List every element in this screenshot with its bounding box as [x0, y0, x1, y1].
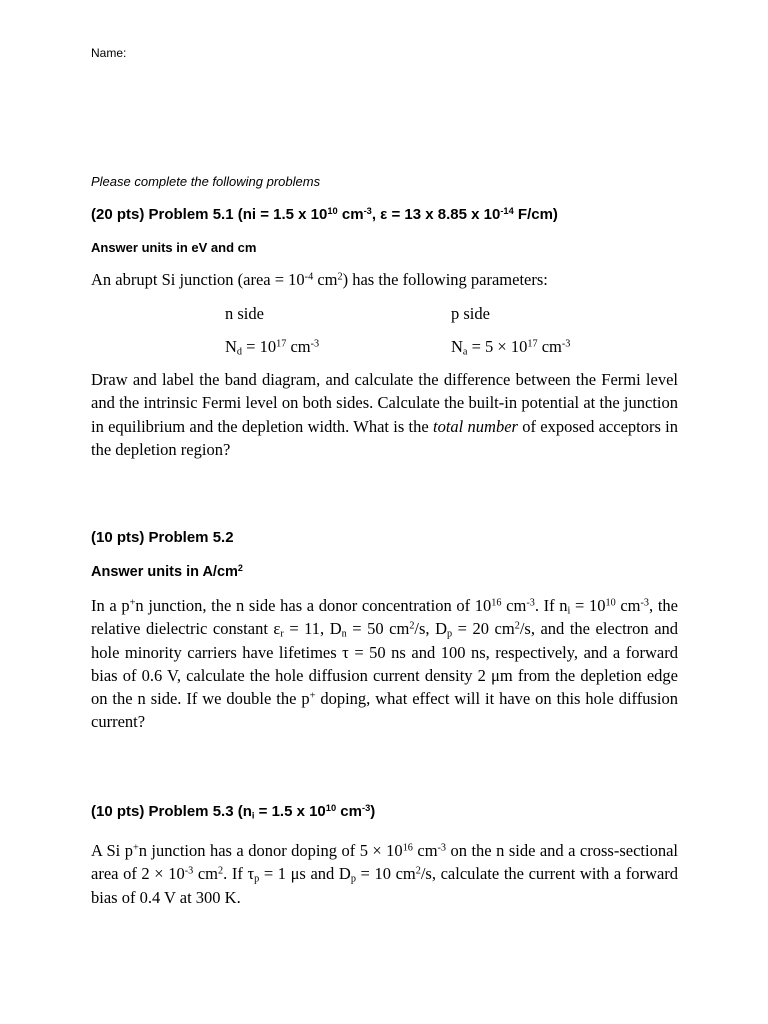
problem-5-1-heading: (20 pts) Problem 5.1 (ni = 1.5 x $10^{10}$ $cm^{-3}$, ε = 13 x 8.85 x $10^{-14}$ F/cm) — [91, 205, 558, 223]
problem-5-2-text: In a p+n junction, the n side has a donor concentration of $10^{16}$ $cm^{-3}$. If $n_i = 10^{10}$ $cm^{-3}$, the relative dielectric constant $\varepsilon_r = 11$, $D_n = 50$ $cm^2/s$, $D_p = 20$ $cm^2/s$, and the electron and hole minority carriers have lifetimes τ = 50 ns and 100 ns, respectively, and a forward bias of 0.6 V, calculate the hole diffusion current density 2 μm from the depletion edge on the n side. If we double the p+ doping, what effect will it have on this hole diffusion current? — [91, 596, 679, 732]
problem-5-2-heading: (10 pts) Problem 5.2 — [91, 529, 234, 546]
problem-5-1-text: Draw and label the band diagram, and calculate the difference between the Fermi level and the intrinsic Fermi level on both sides. Calculate the built-in potential at the junction in equilibrium and the depletion width. What is the total number of exposed acceptors in the depletion region? — [91, 370, 678, 459]
acceptor-concentration: $N_a = 5 \times 10^{17}$ $cm^{-3}$ — [451, 337, 571, 358]
n-side-label: n side — [225, 304, 264, 323]
problem-5-3-heading: (10 pts) Problem 5.3 ($n_i = 1.5$ x $10^{10}$ $cm^{-3}$) — [91, 802, 376, 821]
instructions: Please complete the following problems — [91, 174, 321, 189]
name-label: Name: — [91, 46, 127, 60]
problem-5-1-units: Answer units in eV and cm — [91, 240, 257, 255]
donor-concentration: $N_d = 10^{17}$ $cm^{-3}$ — [225, 337, 320, 358]
problem-5-3-text: A Si p+n junction has a donor doping of $5 \times 10^{16}$ $cm^{-3}$ on the n side and a cross-sectional area of $2 \times 10^{-3}$ $cm^2$. If $\tau_p = 1$ μs and $D_p = 10$ $cm^2/s$, calculate the current with a forward bias of 0.4 V at 300 K. — [91, 841, 679, 907]
problem-5-1-intro-line: An abrupt Si junction (area = $10^{-4}$ $cm^2$) has the following parameters: — [91, 270, 548, 289]
p-side-label: p side — [451, 304, 490, 323]
problem-5-2-units: Answer units in $A/cm^2$ — [91, 563, 243, 580]
